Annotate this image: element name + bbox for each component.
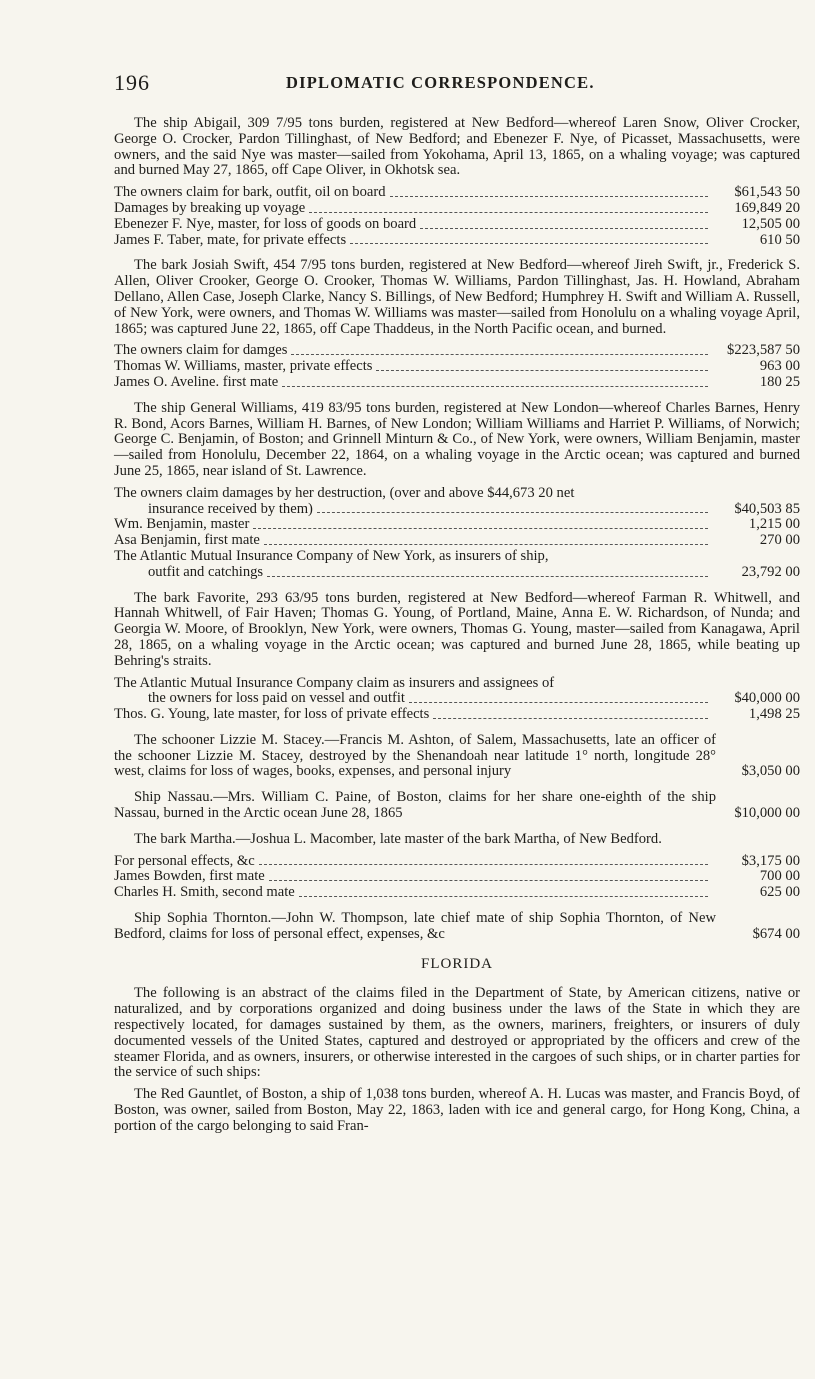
section-paragraph: The Red Gauntlet, of Boston, a ship of 1,038 tons burden, whereof A. H. Lucas was master, and Francis Boyd, of Boston, was owner, sailed from Boston, May 22, 1863, laden with ice and general cargo, for Hong Kong, China, a portion of the cargo belonging to said Fran-	[114, 1086, 800, 1134]
claim-line	[114, 375, 800, 391]
claim-label: Asa Benjamin, first mate	[114, 532, 260, 549]
claim-line	[114, 911, 800, 943]
claim-amount: $10,000 00	[734, 805, 800, 822]
entry-paragraph: The bark Martha.—Joshua L. Macomber, late master of the bark Martha, of New Bedford.	[134, 830, 662, 847]
claim-amount: 180 25	[759, 373, 800, 390]
claim-line	[114, 185, 800, 201]
claim-amount: 625 00	[759, 884, 800, 901]
claim-label: Thomas W. Williams, master, private effects	[114, 358, 373, 375]
claim-label-continued: the owners for loss paid on vessel and outfit	[148, 690, 405, 707]
section-title: FLORIDA	[420, 955, 493, 972]
claim-amount: $3,050 00	[741, 763, 800, 780]
dot-leader	[350, 243, 708, 244]
claim-line	[114, 854, 800, 870]
claim-label: Charles H. Smith, second mate	[114, 884, 295, 901]
dot-leader	[433, 718, 708, 719]
claim-amount: $40,000 00	[734, 690, 800, 707]
claim-line	[114, 676, 800, 708]
claim-line	[114, 869, 800, 885]
entry-paragraph: The bark Josiah Swift, 454 7/95 tons burden, registered at New Bedford—whereof Jireh Swift, jr., Frederick S. Allen, Oliver Crooker, George O. Crooker, Thomas W. Williams, Pardon Tillinghast, Jas. H. Howland, Abraham Dellano, Allen Case, Joseph Clarke, Nancy S. Billings, of New Bedford; Humphrey H. Swift and William A. Russell, of New York, were owners, and Thomas W. Williams was master—sailed from Honolulu on a whaling voyage April, 1865; was captured June 22, 1865, off Cape Thaddeus, in the North Pacific ocean, and burned.	[114, 257, 800, 337]
claim-amount: 963 00	[759, 358, 800, 375]
claim-line	[114, 486, 800, 518]
claims-list	[114, 185, 800, 248]
dot-leader	[299, 896, 708, 897]
claim-line	[114, 885, 800, 901]
claim-line	[114, 549, 800, 581]
claim-line	[114, 201, 800, 217]
claim-label-continued: insurance received by them)	[148, 500, 313, 517]
entry-paragraph: Ship Nassau.—Mrs. William C. Paine, of Boston, claims for her share one-eighth of the ship Nassau, burned in the Arctic ocean June 28, 1865	[114, 789, 716, 822]
claims-list	[114, 911, 800, 943]
dot-leader	[390, 196, 708, 197]
claim-line	[114, 517, 800, 533]
claim-amount: 700 00	[759, 868, 800, 885]
running-head: DIPLOMATIC CORRESPONDENCE.	[286, 73, 595, 92]
claim-line	[114, 533, 800, 549]
claims-list	[114, 343, 800, 390]
dot-leader	[317, 512, 708, 513]
claims-list	[114, 676, 800, 723]
claim-label: James O. Aveline. first mate	[114, 373, 279, 390]
entry-paragraph: The ship Abigail, 309 7/95 tons burden, registered at New Bedford—whereof Laren Snow, Oliver Crocker, George O. Crocker, Pardon Tillinghast, of New Bedford; and Ebenezer F. Nye, of Picasset, Massachusetts, were owners, and the said Nye was master—sailed from Yokohama, April 13, 1865, on a whaling voyage; was captured and burned May 27, 1865, off Cape Oliver, in Okhotsk sea.	[114, 115, 800, 179]
claim-amount: 1,215 00	[748, 516, 800, 533]
claim-amount: 169,849 20	[734, 199, 800, 216]
entry-paragraph: The bark Favorite, 293 63/95 tons burden, registered at New Bedford—whereof Farman R. Whitwell, and Hannah Whitwell, of Fair Haven; Thomas G. Young, of Portland, Maine, Anna E. W. Richardson, of Nunda; and Georgia W. Moore, of Brooklyn, New York, were owners, Thomas G. Young, master—sailed from Kanagawa, April 28, 1865, on a whaling voyage in the Arctic ocean; was captured and burned June 28, 1865, while beating up Behring's straits.	[114, 589, 800, 669]
claim-label: Ebenezer F. Nye, master, for loss of goods on board	[114, 215, 417, 232]
dot-leader	[291, 354, 708, 355]
claim-label: Thos. G. Young, late master, for loss of private effects	[114, 706, 430, 723]
dot-leader	[420, 228, 708, 229]
claim-amount: $40,503 85	[734, 500, 800, 517]
claim-line	[114, 233, 800, 249]
claim-amount: 12,505 00	[741, 215, 800, 232]
claim-label-continued: outfit and catchings	[148, 563, 264, 580]
claim-line	[114, 343, 800, 359]
claim-line	[114, 733, 800, 780]
claim-amount: $3,175 00	[741, 852, 800, 869]
claim-label: The owners claim for damges	[114, 342, 288, 359]
page-header	[114, 70, 797, 100]
dot-leader	[264, 544, 708, 545]
claim-amount: 270 00	[759, 532, 800, 549]
claim-amount: 610 50	[759, 231, 800, 248]
document-body	[114, 116, 800, 1141]
claim-label: James Bowden, first mate	[114, 868, 265, 885]
dot-leader	[253, 528, 708, 529]
dot-leader	[282, 386, 708, 387]
claim-line	[114, 359, 800, 375]
claim-amount: 23,792 00	[741, 563, 800, 580]
page-number: 196	[114, 70, 150, 95]
claims-list	[114, 790, 800, 822]
dot-leader	[309, 212, 708, 213]
dot-leader	[376, 370, 708, 371]
claim-label: Wm. Benjamin, master	[114, 516, 250, 533]
claim-label: The Atlantic Mutual Insurance Company of New York, as insurers of ship,	[114, 547, 549, 564]
claim-line	[114, 790, 800, 822]
claim-label: The owners claim for bark, outfit, oil on board	[114, 184, 386, 201]
claim-amount: $61,543 50	[734, 184, 800, 201]
claims-list	[114, 486, 800, 581]
claim-label: For personal effects, &c	[114, 852, 255, 869]
claim-amount: 1,498 25	[748, 706, 800, 723]
claim-label: The owners claim damages by her destruction, (over and above $44,673 20 net	[114, 484, 575, 501]
dot-leader	[409, 702, 708, 703]
claims-list	[114, 854, 800, 901]
entry-paragraph: The schooner Lizzie M. Stacey.—Francis M. Ashton, of Salem, Massachusetts, late an officer of the schooner Lizzie M. Stacey, destroyed by the Shenandoah near latitude 1° north, longitude 28° west, claims for loss of wages, books, expenses, and personal injury	[114, 731, 716, 780]
claims-list	[114, 733, 800, 780]
claim-label: James F. Taber, mate, for private effects	[114, 231, 347, 248]
claim-line	[114, 217, 800, 233]
entry-paragraph: Ship Sophia Thornton.—John W. Thompson, late chief mate of ship Sophia Thornton, of New Bedford, claims for loss of personal effect, expenses, &c	[114, 910, 716, 942]
dot-leader	[259, 864, 708, 865]
dot-leader	[267, 576, 708, 577]
section-paragraph: The following is an abstract of the claims filed in the Department of State, by American citizens, native or naturalized, and by corporations organized and doing business under the laws of the State in which they are respectively located, for damages sustained by them, as the owners, mariners, freighters, or insurers of duly documented vessels of the United States, captured and destroyed or appropriated by the officers and crew of the steamer Florida, and as owners, insurers, or otherwise interested in the cargoes of such ships, or in charter parties for the service of such ships:	[114, 985, 800, 1081]
claim-label: Damages by breaking up voyage	[114, 199, 306, 216]
claim-amount: $674 00	[752, 925, 800, 942]
claim-line	[114, 707, 800, 723]
dot-leader	[269, 880, 708, 881]
entry-paragraph: The ship General Williams, 419 83/95 tons burden, registered at New London—whereof Charles Barnes, Henry R. Bond, Acors Barnes, William H. Barnes, of New London; William Williams and Harriet P. Williams, of Norwich; George C. Benjamin, of Boston; and Grinnell Minturn & Co., of New York, were owners, William Benjamin, master—sailed from Honolulu, December 22, 1864, on a whaling voyage in the Arctic ocean; was captured and burned June 25, 1865, near island of St. Lawrence.	[114, 399, 800, 479]
claim-amount: $223,587 50	[727, 342, 800, 359]
claim-label: The Atlantic Mutual Insurance Company claim as insurers and assignees of	[114, 674, 555, 691]
